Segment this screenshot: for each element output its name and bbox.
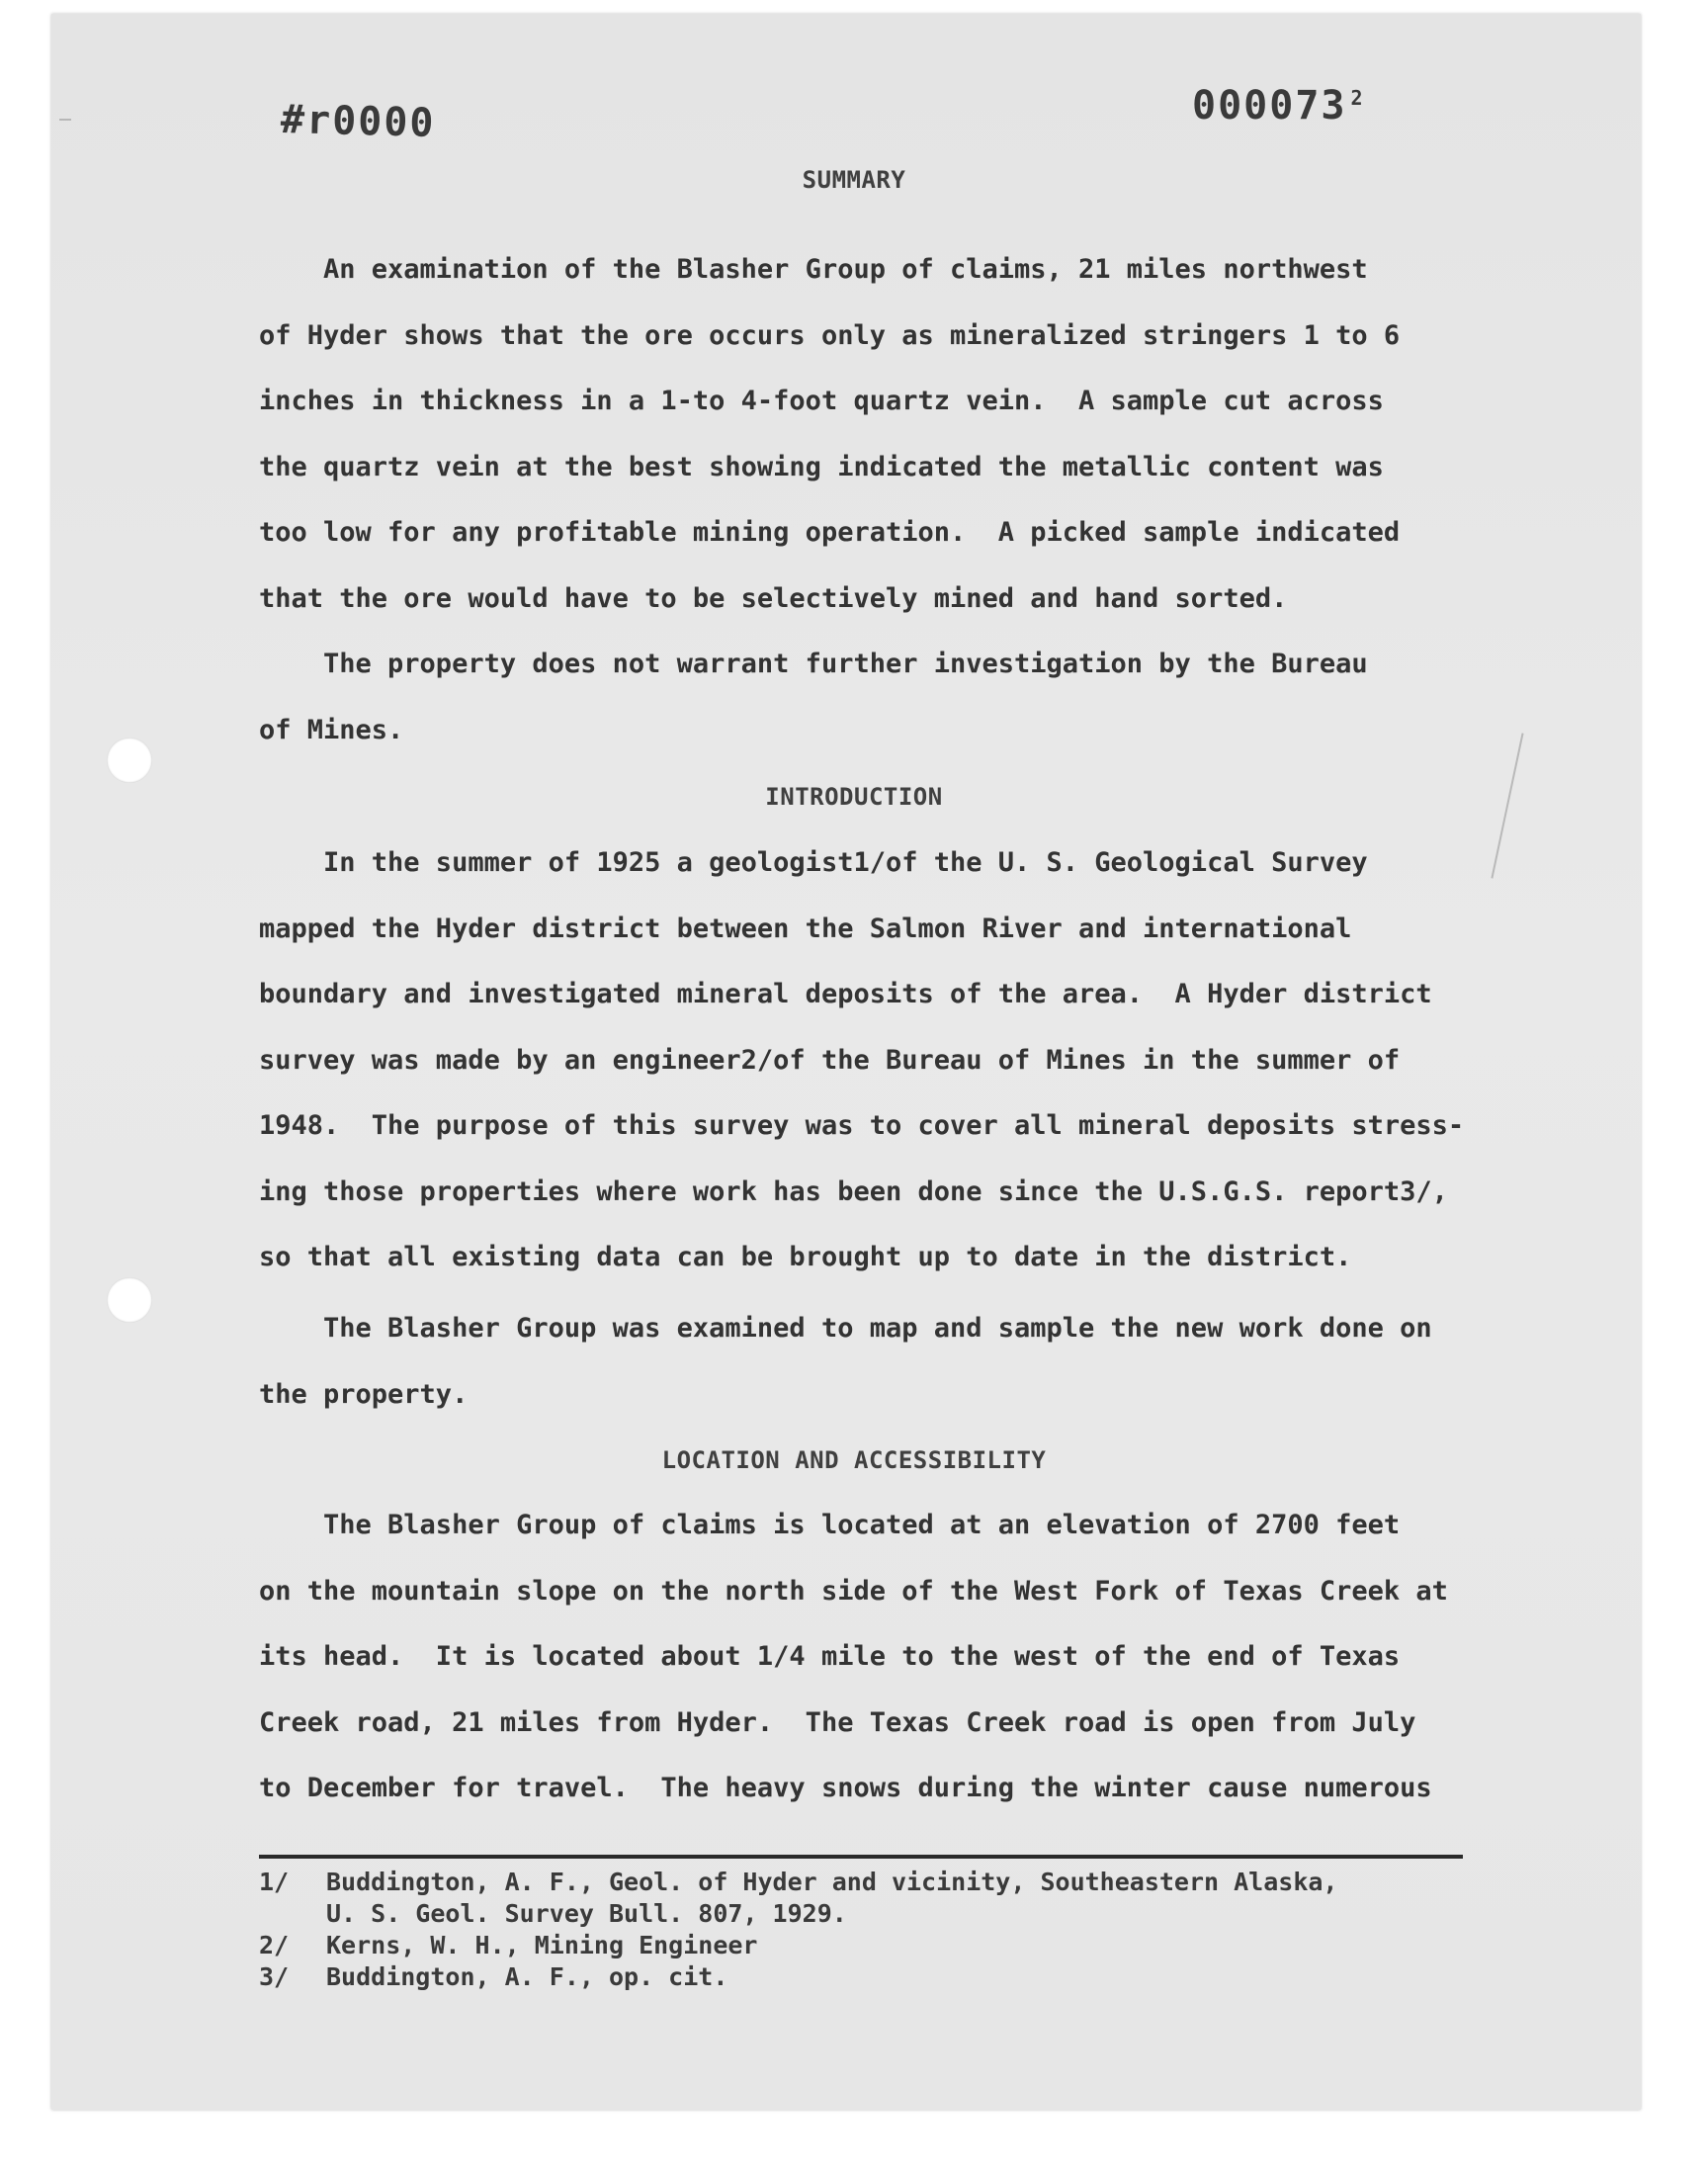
introduction-paragraph-2 bbox=[259, 1296, 1504, 1428]
text-line: on the mountain slope on the north side of the West Fork of Texas Creek at bbox=[259, 1575, 1448, 1607]
footnote-1 bbox=[259, 1867, 1504, 1930]
text-line: of Mines. bbox=[259, 714, 404, 745]
text-line: its head. It is located about 1/4 mile to the west of the end of Texas bbox=[259, 1641, 1401, 1672]
footnote-line: Buddington, A. F., Geol. of Hyder and vicinity, Southeastern Alaska, bbox=[326, 1868, 1338, 1896]
text-line: that the ore would have to be selectively mined and hand sorted. bbox=[259, 582, 1288, 614]
text-line: survey was made by an engineer2/of the Bureau of Mines in the summer of bbox=[259, 1044, 1401, 1076]
footnote-number: 1/ bbox=[259, 1868, 290, 1896]
footnotes bbox=[259, 1867, 1504, 1993]
text-line: the quartz vein at the best showing indicated the metallic content was bbox=[259, 451, 1384, 482]
text-line: In the summer of 1925 a geologist1/of the U. S. Geological Survey bbox=[259, 847, 1368, 878]
introduction-paragraph-1 bbox=[259, 830, 1504, 1291]
summary-paragraph-1 bbox=[259, 237, 1504, 632]
text-line: Creek road, 21 miles from Hyder. The Texas Creek road is open from July bbox=[259, 1706, 1416, 1738]
pencil-mark bbox=[59, 119, 71, 121]
text-line: The property does not warrant further investigation by the Bureau bbox=[259, 649, 1368, 679]
text-line: 1948. The purpose of this survey was to cover all mineral deposits stress- bbox=[259, 1110, 1465, 1141]
text-line: The Blasher Group of claims is located at an elevation of 2700 feet bbox=[259, 1510, 1401, 1540]
binder-hole-bottom bbox=[107, 1277, 152, 1323]
text-line: An examination of the Blasher Group of claims, 21 miles northwest bbox=[259, 254, 1368, 285]
page-stamp-left: #r0000 bbox=[280, 96, 437, 147]
text-line: so that all existing data can be brought up to date in the district. bbox=[259, 1242, 1352, 1272]
footnote-text: Kerns, W. H., Mining Engineer bbox=[326, 1931, 758, 1959]
footnote-number: 3/ bbox=[259, 1962, 290, 1991]
text-line: The Blasher Group was examined to map and sample the new work done on bbox=[259, 1313, 1432, 1344]
text-line: too low for any profitable mining operation. A picked sample indicated bbox=[259, 517, 1401, 548]
footnote-number: 2/ bbox=[259, 1931, 290, 1959]
footnote-3 bbox=[259, 1961, 1504, 1993]
text-line: boundary and investigated mineral deposits of the area. A Hyder district bbox=[259, 979, 1432, 1009]
binder-hole-top bbox=[107, 738, 152, 783]
summary-heading: SUMMARY bbox=[802, 166, 906, 194]
text-line: mapped the Hyder district between the Salmon River and international bbox=[259, 913, 1352, 944]
page-number: 2 bbox=[1350, 85, 1365, 110]
text-line: ing those properties where work has been done since the U.S.G.S. report3/, bbox=[259, 1175, 1448, 1207]
page-stamp-right bbox=[1192, 83, 1365, 129]
footnote-line: U. S. Geol. Survey Bull. 807, 1929. bbox=[326, 1899, 847, 1928]
footnote-2 bbox=[259, 1930, 1504, 1961]
footnote-rule bbox=[259, 1855, 1463, 1859]
footnote-text: Buddington, A. F., op. cit. bbox=[326, 1962, 728, 1991]
location-paragraph-1 bbox=[259, 1493, 1504, 1822]
introduction-heading: INTRODUCTION bbox=[765, 783, 943, 811]
location-heading: LOCATION AND ACCESSIBILITY bbox=[661, 1446, 1047, 1474]
text-line: to December for travel. The heavy snows during the winter cause numerous bbox=[259, 1773, 1432, 1803]
summary-paragraph-2 bbox=[259, 632, 1504, 763]
footnote-text bbox=[326, 1867, 1338, 1930]
page-stamp-number: 000073 bbox=[1192, 83, 1347, 129]
text-line: inches in thickness in a 1-to 4-foot quartz vein. A sample cut across bbox=[259, 386, 1384, 416]
text-line: the property. bbox=[259, 1378, 469, 1410]
text-line: of Hyder shows that the ore occurs only as mineralized stringers 1 to 6 bbox=[259, 319, 1401, 351]
